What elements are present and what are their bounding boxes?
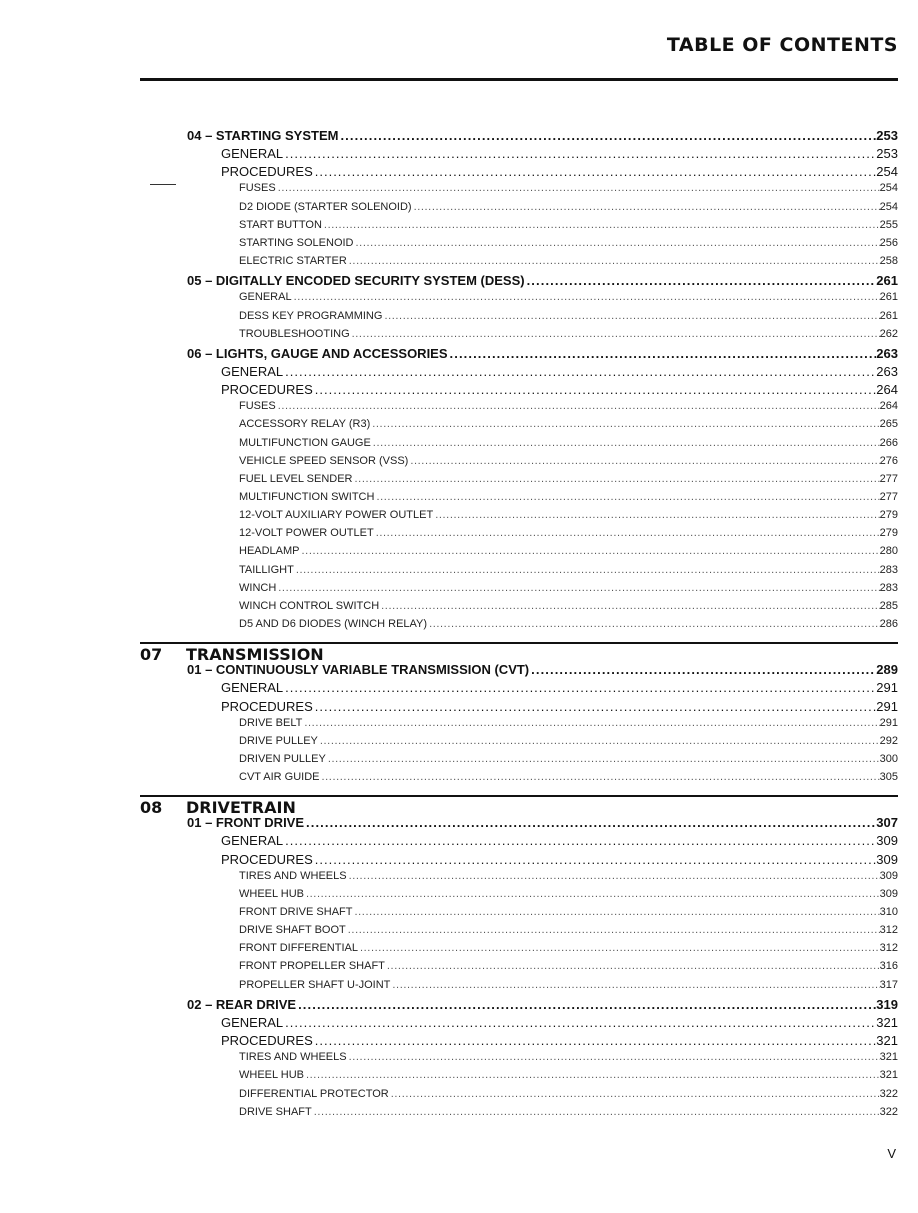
toc-entry-label: 01 – CONTINUOUSLY VARIABLE TRANSMISSION (CVT): [187, 662, 530, 678]
toc-page-number: 309: [876, 833, 898, 849]
toc-entry-label: GENERAL: [221, 146, 284, 162]
toc-entry-label: 12-VOLT POWER OUTLET: [239, 527, 374, 540]
toc-entry-label: GENERAL: [221, 680, 284, 696]
toc-page-number: 253: [876, 128, 898, 143]
toc-item[interactable]: [239, 437, 898, 455]
dot-leader: [306, 815, 876, 830]
dot-leader: [278, 182, 880, 194]
section-number: 08: [140, 798, 163, 818]
toc-page-number: 276: [879, 454, 898, 467]
dot-leader: [328, 753, 880, 765]
toc-item[interactable]: [239, 888, 898, 906]
dot-leader: [315, 1033, 877, 1048]
toc-page-number: 254: [879, 200, 898, 213]
toc-entry-label: MULTIFUNCTION SWITCH: [239, 491, 375, 503]
toc-page-number: 261: [876, 273, 898, 289]
toc-entry-label: TIRES AND WHEELS: [239, 869, 347, 882]
toc-entry-label: DRIVE BELT: [239, 716, 303, 729]
toc-page-number: 322: [879, 1087, 898, 1100]
toc-item[interactable]: [239, 906, 898, 924]
toc-page-number: 280: [879, 545, 898, 558]
toc-item[interactable]: [239, 564, 898, 582]
dot-leader: [429, 618, 880, 630]
toc-page-number: 265: [879, 418, 898, 431]
toc-entry-label: HEADLAMP: [239, 545, 300, 558]
toc-entry-label: FUSES: [239, 182, 276, 195]
toc-item[interactable]: [239, 201, 898, 219]
toc-entry-label: FUEL LEVEL SENDER: [239, 472, 353, 485]
dot-leader: [450, 346, 877, 361]
dot-leader: [285, 364, 876, 379]
toc-entry-label: 02 – REAR DRIVE: [187, 996, 297, 1012]
toc-entry-label: FUSES: [239, 400, 276, 413]
toc-entry-label: DRIVE PULLEY: [239, 734, 318, 747]
dot-leader: [285, 146, 876, 161]
toc-entry-label: 06 – LIGHTS, GAUGE AND ACCESSORIES: [187, 345, 448, 361]
toc-item[interactable]: [239, 509, 898, 527]
toc-item[interactable]: [239, 255, 898, 273]
dot-leader: [376, 527, 880, 539]
toc-entry-label: DIFFERENTIAL PROTECTOR: [239, 1087, 389, 1100]
toc-subentry[interactable]: [221, 382, 898, 400]
dot-leader: [315, 699, 877, 714]
toc-item[interactable]: [239, 328, 898, 346]
dot-leader: [348, 924, 880, 936]
toc-entry-label: GENERAL: [239, 291, 292, 304]
toc-item[interactable]: [239, 600, 898, 618]
toc-entry-label: START BUTTON: [239, 218, 322, 231]
toc-chapter[interactable]: [187, 273, 898, 291]
toc-subentry[interactable]: [221, 164, 898, 182]
toc-page-number: 319: [876, 996, 898, 1012]
dot-leader: [349, 255, 880, 267]
dot-leader: [278, 582, 879, 594]
toc-item[interactable]: [239, 771, 898, 789]
toc-entry-label: 05 – DIGITALLY ENCODED SECURITY SYSTEM (DESS): [187, 273, 525, 289]
toc-page-number: 264: [876, 382, 898, 398]
dot-leader: [354, 906, 879, 918]
dot-leader: [384, 310, 879, 322]
dot-leader: [278, 400, 880, 412]
toc-chapter[interactable]: [187, 128, 898, 146]
toc-page-number: 261: [879, 309, 898, 322]
dot-leader: [304, 717, 879, 729]
toc-page-number: 258: [879, 255, 898, 268]
dot-leader: [306, 1069, 880, 1081]
toc-page-number: 322: [879, 1105, 898, 1118]
toc-chapter[interactable]: [187, 815, 898, 833]
dot-leader: [285, 680, 876, 695]
dot-leader: [285, 1015, 876, 1030]
toc-entry-label: GENERAL: [221, 833, 284, 849]
toc-subentry[interactable]: [221, 680, 898, 698]
toc-item[interactable]: [239, 400, 898, 418]
toc-page-number: 309: [876, 851, 898, 867]
toc-page-number: 283: [879, 563, 898, 576]
toc-entry-label: TAILLIGHT: [239, 563, 294, 576]
toc-page-number: 309: [879, 869, 898, 882]
dot-leader: [298, 997, 876, 1012]
dot-leader: [392, 979, 879, 991]
toc-subentry[interactable]: [221, 364, 898, 382]
toc-item[interactable]: [239, 1051, 898, 1069]
toc-item[interactable]: [239, 1106, 898, 1124]
toc-page-number: 261: [879, 291, 898, 304]
dot-leader: [381, 600, 880, 612]
dot-leader: [356, 237, 880, 249]
toc-entry-label: PROCEDURES: [221, 851, 313, 867]
toc-page-number: 317: [879, 978, 898, 991]
toc-page-number: 321: [876, 1014, 898, 1030]
toc-entry-label: 04 – STARTING SYSTEM: [187, 128, 339, 143]
toc-page-number: 309: [879, 887, 898, 900]
toc-entry-label: GENERAL: [221, 363, 284, 379]
toc-item[interactable]: [239, 237, 898, 255]
toc-subentry[interactable]: [221, 1033, 898, 1051]
dot-leader: [315, 382, 877, 397]
dot-leader: [285, 833, 876, 848]
toc-entry-label: WHEEL HUB: [239, 1069, 304, 1082]
toc-entry-label: PROCEDURES: [221, 382, 313, 398]
toc-subentry[interactable]: [221, 1015, 898, 1033]
toc-page-number: 263: [876, 345, 898, 361]
toc-entry-label: FRONT PROPELLER SHAFT: [239, 960, 385, 973]
toc-entry-label: PROPELLER SHAFT U-JOINT: [239, 978, 391, 991]
dot-leader: [315, 852, 877, 867]
toc-entry-label: CVT AIR GUIDE: [239, 771, 320, 784]
dot-leader: [531, 662, 876, 677]
toc-item[interactable]: [239, 753, 898, 771]
toc-entry-label: DRIVE SHAFT BOOT: [239, 924, 346, 937]
toc-entry-label: 01 – FRONT DRIVE: [187, 815, 305, 831]
toc-page-number: 262: [879, 327, 898, 340]
toc-page-number: 277: [879, 491, 898, 503]
dot-leader: [414, 201, 880, 213]
dot-leader: [373, 437, 880, 449]
toc-entry-label: FRONT DIFFERENTIAL: [239, 942, 358, 955]
toc-item[interactable]: [239, 1069, 898, 1087]
toc-item[interactable]: [239, 717, 898, 735]
toc-page-number: 321: [879, 1051, 898, 1064]
toc-chapter[interactable]: [187, 997, 898, 1015]
dot-leader: [349, 1051, 880, 1063]
toc-entry-label: GENERAL: [221, 1014, 284, 1030]
toc-entry-label: PROCEDURES: [221, 164, 313, 180]
toc-item[interactable]: [239, 291, 898, 309]
toc-item[interactable]: [239, 735, 898, 753]
toc-subentry[interactable]: [221, 852, 898, 870]
toc-page-number: 291: [876, 680, 898, 696]
toc-page-number: 310: [879, 906, 898, 918]
toc-page-number: 263: [876, 363, 898, 379]
dot-leader: [320, 735, 880, 747]
page-title: TABLE OF CONTENTS: [666, 34, 898, 56]
toc-entry-label: STARTING SOLENOID: [239, 236, 354, 249]
toc-entry-label: WINCH CONTROL SWITCH: [239, 599, 380, 612]
page-number: V: [887, 1146, 896, 1161]
toc-page-number: 289: [876, 662, 898, 678]
dot-leader: [340, 128, 876, 143]
toc-page-number: 254: [879, 182, 898, 195]
toc-entry-label: DESS KEY PROGRAMMING: [239, 309, 383, 322]
toc-chapter[interactable]: [187, 346, 898, 364]
toc-item[interactable]: [239, 960, 898, 978]
toc-item[interactable]: [239, 924, 898, 942]
toc-page-number: 305: [879, 771, 898, 784]
toc-page-number: 255: [879, 218, 898, 231]
toc-item[interactable]: [239, 527, 898, 545]
toc-page-number: 312: [879, 924, 898, 937]
toc-item[interactable]: [239, 942, 898, 960]
toc-page-number: 279: [879, 527, 898, 540]
toc-item[interactable]: [239, 418, 898, 436]
toc-chapter[interactable]: [187, 662, 898, 680]
dot-leader: [376, 491, 879, 503]
toc-entry-label: TIRES AND WHEELS: [239, 1051, 347, 1064]
dot-leader: [302, 545, 880, 557]
toc-entry-label: TROUBLESHOOTING: [239, 327, 350, 340]
toc-page-number: 254: [876, 164, 898, 180]
dot-leader: [296, 564, 880, 576]
dot-leader: [321, 771, 879, 783]
toc-page-number: 291: [876, 698, 898, 714]
toc-page-number: 292: [879, 734, 898, 747]
section-title: TRANSMISSION: [186, 645, 324, 665]
toc-item[interactable]: [239, 310, 898, 328]
toc-item[interactable]: [239, 473, 898, 491]
toc-item[interactable]: [239, 979, 898, 997]
toc-item[interactable]: [239, 491, 898, 509]
toc-subentry[interactable]: [221, 146, 898, 164]
toc-item[interactable]: [239, 219, 898, 237]
toc-page-number: 277: [879, 472, 898, 485]
toc-item[interactable]: [239, 545, 898, 563]
toc-entry-label: WHEEL HUB: [239, 887, 304, 900]
toc-entry-label: ELECTRIC STARTER: [239, 255, 347, 268]
toc-item[interactable]: [239, 455, 898, 473]
toc-entry-label: WINCH: [239, 581, 277, 594]
dot-leader: [315, 164, 877, 179]
dot-leader: [410, 455, 879, 467]
toc-item[interactable]: [239, 870, 898, 888]
toc-entry-label: DRIVE SHAFT: [239, 1105, 312, 1118]
toc-item[interactable]: [239, 582, 898, 600]
toc-entry-label: PROCEDURES: [221, 698, 313, 714]
dot-leader: [352, 328, 880, 340]
dot-leader: [391, 1088, 880, 1100]
toc-page-number: 279: [879, 509, 898, 522]
toc-page-number: 321: [879, 1069, 898, 1082]
toc-item[interactable]: [239, 182, 898, 200]
toc-page-number: 286: [879, 618, 898, 631]
toc-entry-label: DRIVEN PULLEY: [239, 752, 326, 765]
toc-page-number: 300: [879, 752, 898, 765]
dot-leader: [294, 291, 880, 303]
toc-page-number: 266: [879, 436, 898, 449]
toc-entry-label: 12-VOLT AUXILIARY POWER OUTLET: [239, 509, 434, 522]
dot-leader: [387, 960, 880, 972]
dot-leader: [349, 870, 880, 882]
toc-subentry[interactable]: [221, 833, 898, 851]
toc-page-number: 283: [879, 581, 898, 594]
toc-entry-label: PROCEDURES: [221, 1033, 313, 1049]
toc-entry-label: D2 DIODE (STARTER SOLENOID): [239, 200, 412, 213]
toc-page-number: 285: [879, 599, 898, 612]
toc-item[interactable]: [239, 1088, 898, 1106]
dot-leader: [360, 942, 880, 954]
dot-leader: [435, 509, 879, 521]
toc-page-number: 312: [879, 942, 898, 955]
toc-item[interactable]: [239, 618, 898, 636]
toc-page-number: 316: [879, 960, 898, 973]
toc-page-number: 291: [879, 716, 898, 729]
toc-page-number: 264: [879, 400, 898, 413]
toc-page-number: 256: [879, 236, 898, 249]
toc-entry-label: ACCESSORY RELAY (R3): [239, 418, 371, 431]
dot-leader: [324, 219, 880, 231]
section-number: 07: [140, 645, 163, 665]
toc-subentry[interactable]: [221, 699, 898, 717]
toc-page-number: 307: [876, 815, 898, 831]
toc-entry-label: D5 AND D6 DIODES (WINCH RELAY): [239, 618, 428, 631]
dot-leader: [527, 273, 877, 288]
toc-entry-label: MULTIFUNCTION GAUGE: [239, 436, 371, 449]
section-title: DRIVETRAIN: [186, 798, 296, 818]
toc-page-number: 253: [876, 146, 898, 162]
dot-leader: [355, 473, 880, 485]
dot-leader: [314, 1106, 880, 1118]
dot-leader: [306, 888, 880, 900]
toc-page-number: 321: [876, 1033, 898, 1049]
dot-leader: [372, 418, 879, 430]
toc-entry-label: FRONT DRIVE SHAFT: [239, 906, 353, 918]
toc-entry-label: VEHICLE SPEED SENSOR (VSS): [239, 454, 409, 467]
